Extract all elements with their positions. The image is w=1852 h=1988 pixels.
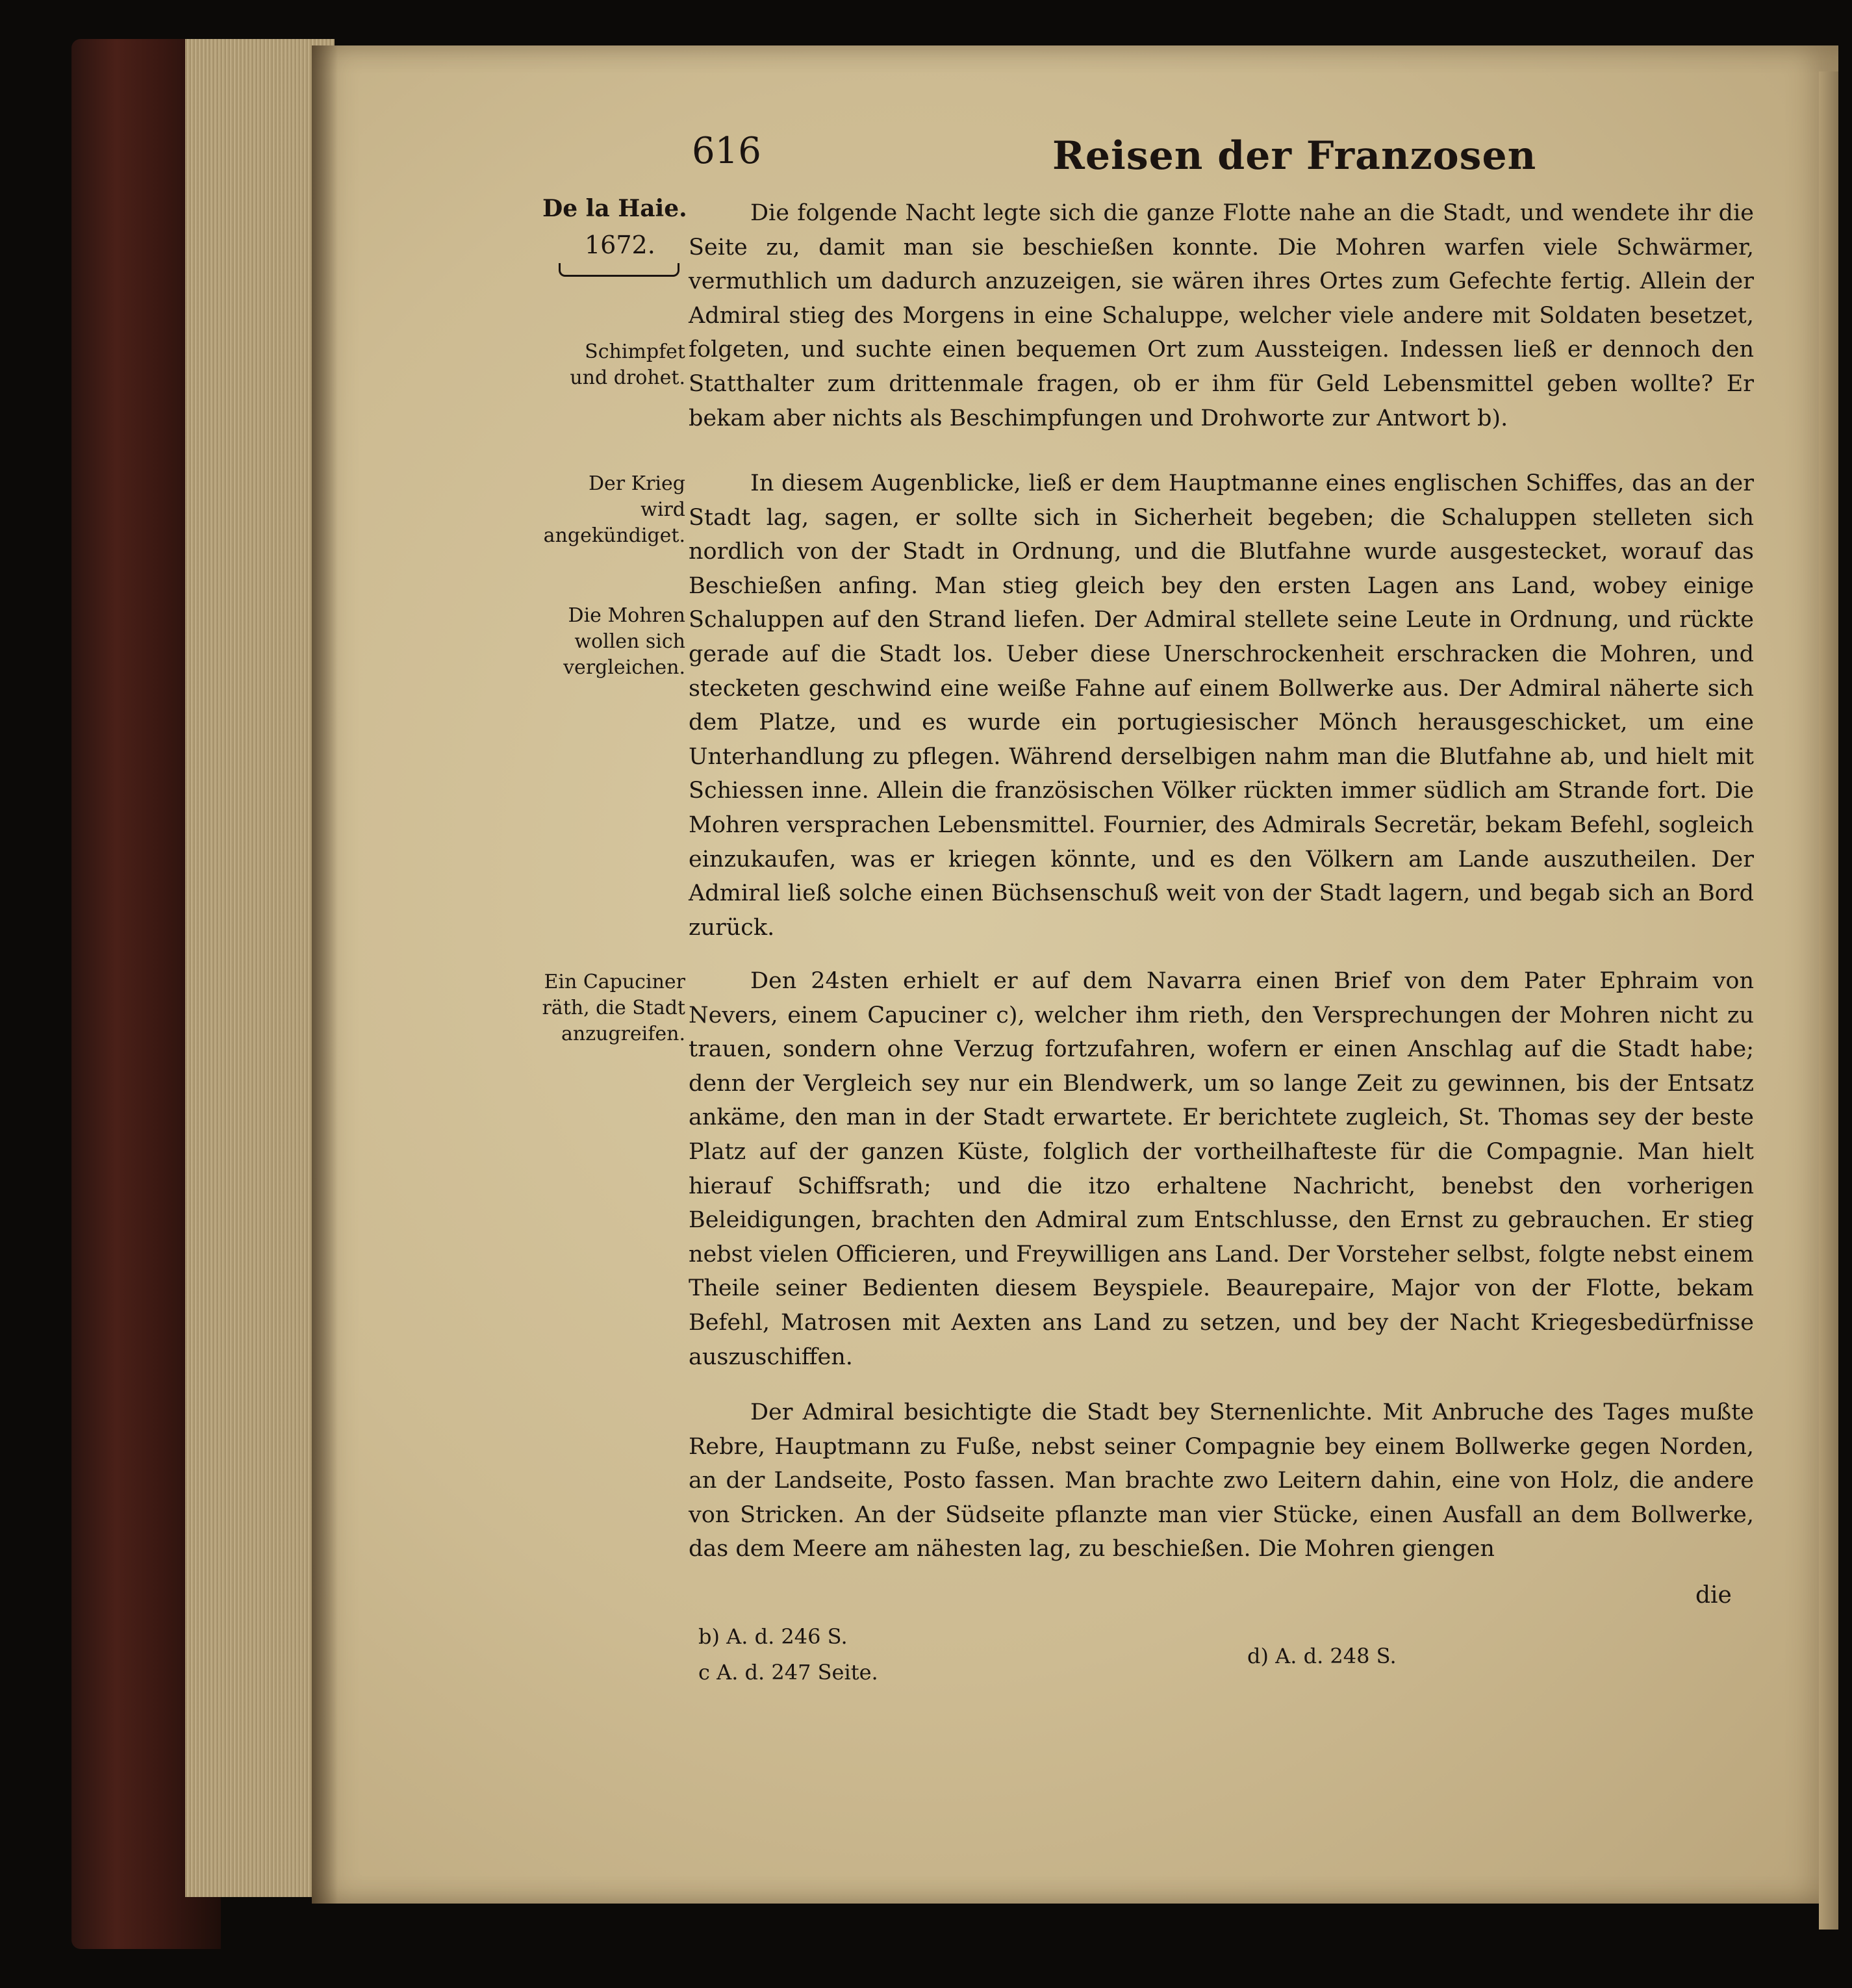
page-number: 616 [692,130,761,172]
margin-note: Ein Capuciner räth, die Stadt anzugreifen. [542,971,685,1045]
running-head: Reisen der Franzosen [1052,133,1537,179]
catchword: die [1695,1582,1732,1609]
sidebar-author: De la Haie. [542,195,687,222]
sidebar-year: 1672. [585,231,655,259]
sidebar-brace [559,263,679,277]
margin-note: Die Mohren wollen sich vergleichen. [563,604,685,679]
paragraph: Die folgende Nacht legte sich die ganze Flotte nahe an die Stadt, und wendete ihr die Seite zu, damit man sie beschießen konnte. Die Mohren warfen viele Schwärmer, vermuthlich um dadurch anzuzeigen, sie wären ihres Ortes zum Gefechte fertig. Allein der Admiral stieg des Morgens in eine Schaluppe, welcher viele andere mit Soldaten besetzet, folgeten, und suchte einen bequemen Ort zum Aussteigen. Indessen ließ er dennoch den Statthalter zum drittenmale fragen, ob er ihm für Geld Lebensmittel geben wollte? Er bekam aber nichts als Beschimpfungen und Drohworte zur Antwort b). [689,200,1754,431]
margin-note: Schimpfet und drohet. [570,340,685,389]
paragraph: Der Admiral besichtigte die Stadt bey Sternenlichte. Mit Anbruche des Tages mußte Rebre, Hauptmann zu Fuße, nebst seiner Compagnie bey einem Bollwerke gegen Norden, an der Landseite, Posto fassen. Man brachte zwo Leitern dahin, eine von Holz, die andere von Stricken. An der Südseite pflanzte man vier Stücke, einen Ausfall an dem Bollwerke, das dem Meere am nähesten lag, zu beschießen. Die Mohren giengen [689,1399,1754,1562]
footnote: d) A. d. 248 S. [1247,1644,1397,1668]
paragraph: In diesem Augenblicke, ließ er dem Hauptmanne eines englischen Schiffes, das an der Stadt lag, sagen, er sollte sich in Sicherheit begeben; die Schaluppen stelleten sich nordlich von der Stadt in Ordnung, und die Blutfahne wurde ausgestecket, worauf das Beschießen anfing. Man stieg gleich bey den ersten Lagen ans Land, wobey einige Schaluppen auf den Strand liefen. Der Admiral stellete seine Leute in Ordnung, und rückte gerade auf die Stadt los. Ueber diese Unerschrockenheit erschracken die Mohren, und stecketen geschwind eine weiße Fahne auf einem Bollwerke aus. Der Admiral näherte sich dem Platze, und es wurde ein portugiesischer Mönch herausgeschicket, um eine Unterhandlung zu pflegen. Während derselbigen nahm man die Blutfahne ab, und hielt mit Schiessen inne. Allein die französischen Völker rückten immer südlich am Strande fort. Die Mohren versprachen Lebensmittel. Fournier, des Admirals Secretär, bekam Befehl, sogleich einzukaufen, was er kriegen könnte, und es den Völkern am Lande auszutheilen. Der Admiral ließ solche einen Büchsenschuß weit von der Stadt lagern, und begab sich an Bord zurück. [689,470,1754,941]
next-page-edge [1819,71,1838,1930]
footnote: b) A. d. 246 S. [698,1624,848,1649]
margin-note: Der Krieg wird angekündiget. [543,472,685,547]
gutter-shadow [312,45,338,1904]
paragraph: Den 24sten erhielt er auf dem Navarra einen Brief von dem Pater Ephraim von Nevers, einem Capuciner c), welcher ihm rieth, den Versprechungen der Mohren nicht zu trauen, sondern ohne Verzug fortzufahren, wofern er einen Anschlag auf die Stadt habe; denn der Vergleich sey nur ein Blendwerk, um so lange Zeit zu gewinnen, bis der Entsatz ankäme, den man in der Stadt erwartete. Er berichtete zugleich, St. Thomas sey der beste Platz auf der ganzen Küste, folglich der vortheilhafteste für die Compagnie. Man hielt hierauf Schiffsrath; und die itzo erhaltene Nachricht, benebst den vorherigen Beleidigungen, brachten den Admiral zum Entschlusse, den Ernst zu gebrauchen. Er stieg nebst vielen Officieren, und Freywilligen ans Land. Der Vorsteher selbst, folgte nebst einem Theile seiner Bedienten diesem Beyspiele. Beaurepaire, Major von der Flotte, bekam Befehl, Matrosen mit Aexten ans Land zu setzen, und bey der Nacht Kriegesbedürfnisse auszuschiffen. [689,968,1754,1370]
footnote: c A. d. 247 Seite. [698,1660,878,1685]
